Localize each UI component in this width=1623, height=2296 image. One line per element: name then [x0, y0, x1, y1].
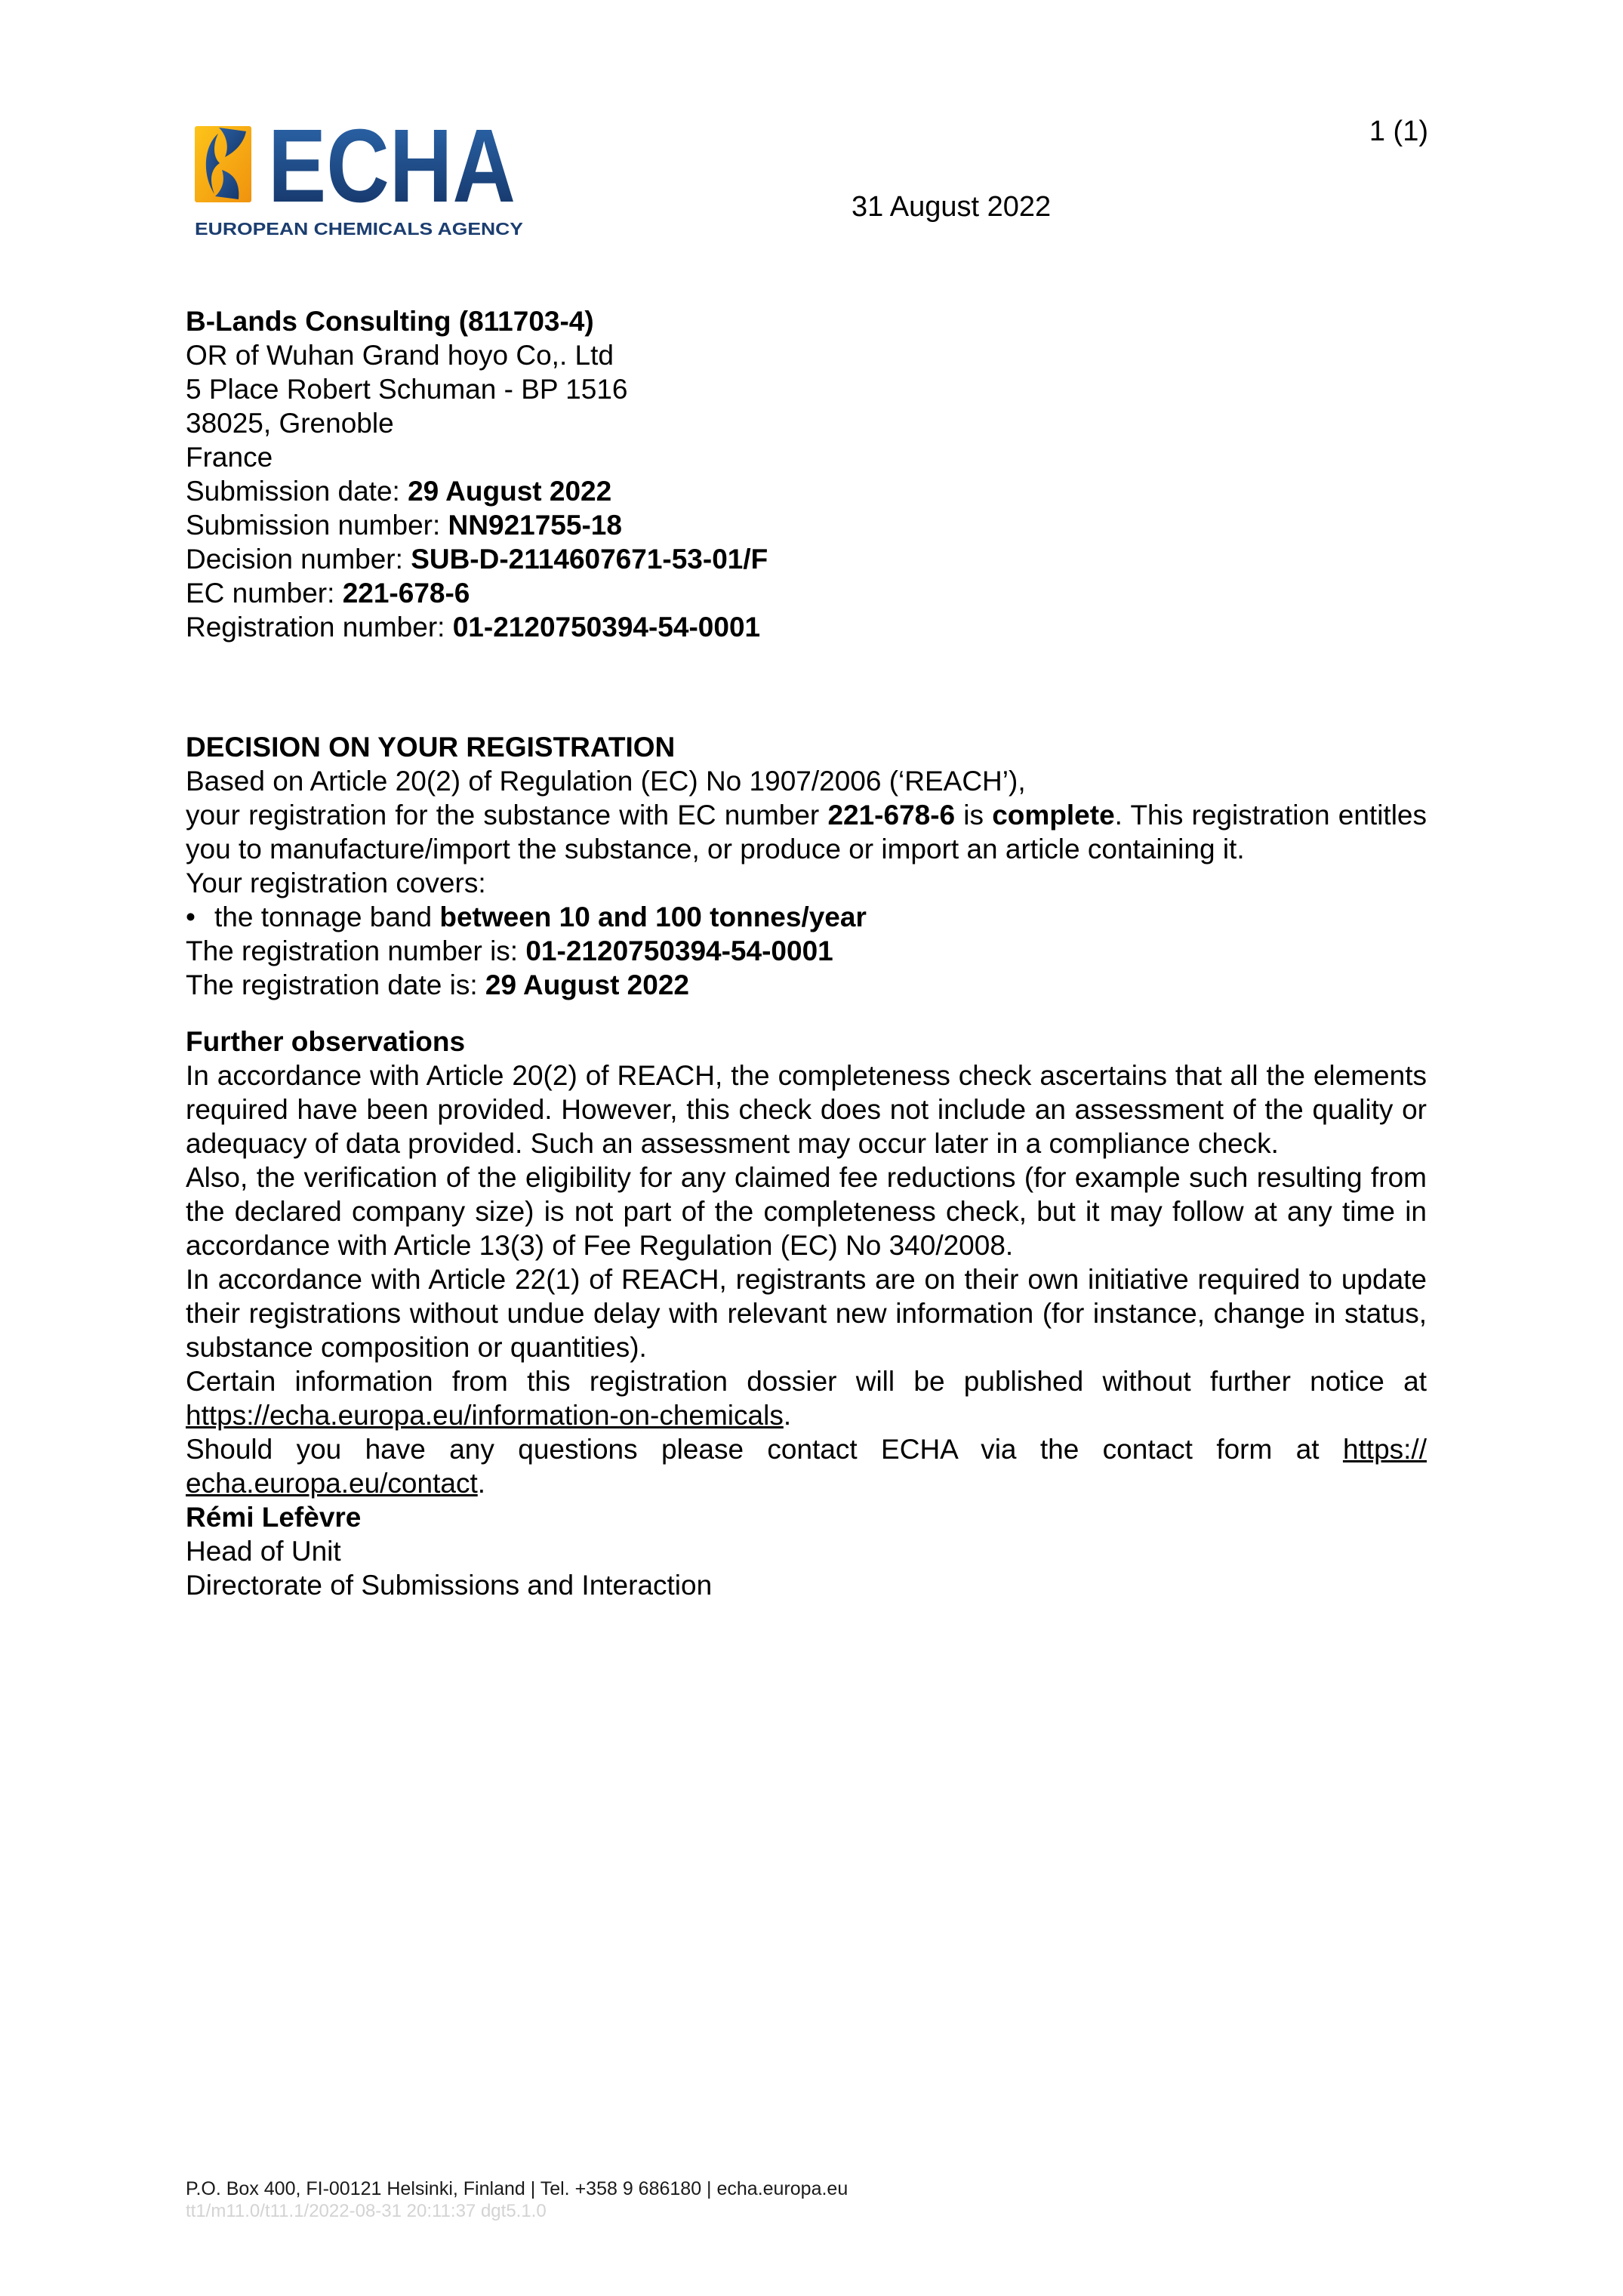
registration-number-line: [186, 934, 1427, 968]
recipient-name: B-Lands Consulting (811703-4): [186, 306, 594, 337]
signer-name: Rémi Lefèvre: [186, 1502, 362, 1533]
page-footer: [186, 2177, 848, 2223]
registration-date-value: 29 August 2022: [485, 969, 689, 1000]
echa-logo: [192, 106, 532, 249]
tonnage-band-value: between 10 and 100 tonnes/year: [439, 901, 867, 932]
contact-paragraph: [186, 1432, 1427, 1500]
submission-date-row: [186, 474, 1427, 508]
detail-value: 01-2120750394-54-0001: [452, 612, 761, 643]
registration-complete-paragraph: [186, 798, 1427, 866]
detail-label: EC number:: [186, 578, 343, 609]
recipient-line: France: [186, 442, 273, 473]
detail-label: Submission date:: [186, 476, 408, 507]
link-text: echa.europa.eu/contact: [186, 1468, 478, 1499]
echa-logo-subtitle: EUROPEAN CHEMICALS AGENCY: [195, 219, 523, 239]
paragraph-text: Certain information from this registration dossier will be published without further notice at: [186, 1366, 1427, 1397]
signature-block: [186, 1500, 1427, 1602]
update-obligation-paragraph: In accordance with Article 22(1) of REACH, registrants are on their own initiative required to update their registrations without undue delay with relevant new information (for instance, change in status, substance composition or quantities).: [186, 1264, 1427, 1363]
link-text: https://: [1342, 1434, 1427, 1465]
recipient-line: 38025, Grenoble: [186, 408, 394, 439]
paragraph-text: .: [783, 1400, 792, 1431]
submission-details: [186, 474, 1427, 644]
detail-label: Submission number:: [186, 510, 448, 541]
recipient-line: 5 Place Robert Schuman - BP 1516: [186, 374, 628, 405]
information-on-chemicals-link[interactable]: https://echa.europa.eu/information-on-chemicals: [186, 1400, 784, 1431]
paragraph-text: .: [477, 1468, 486, 1499]
line-label: The registration number is:: [186, 935, 526, 966]
paragraph-text: Should you have any questions please contact ECHA via the contact form at: [186, 1434, 1343, 1465]
page-number: 1 (1): [1369, 116, 1428, 147]
fee-reductions-paragraph: Also, the verification of the eligibility for any claimed fee reductions (for example such resulting from the declared company size) is not part of the completeness check, but it may follow at any time in accordance with Article 13(3) of Fee Regulation (EC) No 340/2008.: [186, 1162, 1427, 1261]
ec-number-row: [186, 576, 1427, 610]
decision-number-row: [186, 542, 1427, 576]
line-label: The registration date is:: [186, 969, 485, 1000]
signer-directorate: Directorate of Submissions and Interaction: [186, 1570, 713, 1601]
echa-logo-graphic: [192, 106, 532, 245]
bullet-text: the tonnage band: [214, 901, 440, 932]
letter-date: 31 August 2022: [852, 191, 1052, 223]
ec-number-value: 221-678-6: [827, 800, 956, 831]
decision-heading: DECISION ON YOUR REGISTRATION: [186, 732, 676, 763]
detail-value: NN921755-18: [448, 510, 622, 541]
echa-logo-icon: [195, 126, 251, 202]
footer-document-meta: tt1/m11.0/t11.1/2022-08-31 20:11:37 dgt5.1.0: [186, 2201, 547, 2221]
tonnage-band-bullet: [186, 900, 1427, 934]
detail-label: Registration number:: [186, 612, 453, 643]
paragraph-text: is: [955, 800, 993, 831]
registration-number-row: [186, 610, 1427, 644]
publication-paragraph: [186, 1364, 1427, 1432]
signer-title: Head of Unit: [186, 1536, 341, 1567]
recipient-line: OR of Wuhan Grand hoyo Co,. Ltd: [186, 340, 614, 371]
registration-date-line: [186, 968, 1427, 1002]
complete-status: complete: [992, 800, 1115, 831]
further-observations-heading: Further observations: [186, 1026, 466, 1057]
detail-value: 221-678-6: [342, 578, 470, 609]
paragraph-text: . This registration entitles you to manufacture/import the substance, or produce or import an article containing it.: [186, 800, 1427, 864]
letter-body: [186, 304, 1427, 1602]
completeness-check-paragraph: In accordance with Article 20(2) of REACH, the completeness check ascertains that all the elements required have been provided. However, this check does not include an assessment of the quality or adequacy of data provided. Such an assessment may occur later in a compliance check.: [186, 1060, 1427, 1159]
detail-label: Decision number:: [186, 544, 411, 575]
detail-value: 29 August 2022: [408, 476, 612, 507]
registration-number-value: 01-2120750394-54-0001: [525, 935, 833, 966]
recipient-address: [186, 304, 1427, 474]
footer-contact-info: P.O. Box 400, FI-00121 Helsinki, Finland | Tel. +358 9 686180 | echa.europa.eu: [186, 2178, 848, 2199]
bullet-icon: •: [186, 901, 196, 932]
submission-number-row: [186, 508, 1427, 542]
based-on-paragraph: Based on Article 20(2) of Regulation (EC) No 1907/2006 (‘REACH’),: [186, 766, 1026, 797]
detail-value: SUB-D-2114607671-53-01/F: [411, 544, 768, 575]
paragraph-text: your registration for the substance with EC number: [186, 800, 828, 831]
echa-wordmark: ECHA: [268, 108, 516, 224]
covers-label: Your registration covers:: [186, 868, 486, 898]
